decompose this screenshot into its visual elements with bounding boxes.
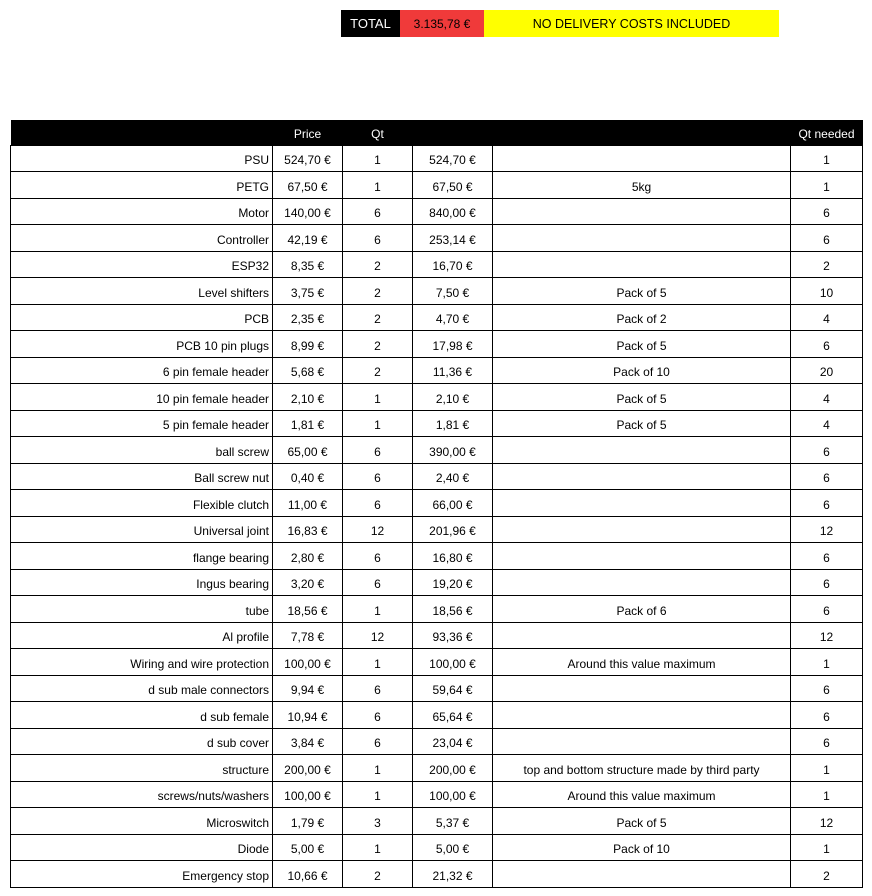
item-note: Pack of 5 [493, 331, 791, 358]
item-note [493, 516, 791, 543]
total-label: TOTAL [341, 10, 400, 37]
item-total: 2,40 € [413, 463, 493, 490]
item-qt: 6 [343, 569, 413, 596]
table-row [11, 331, 863, 358]
item-qt: 6 [343, 728, 413, 755]
header-qt: Qt [343, 120, 413, 145]
item-qt: 1 [343, 145, 413, 172]
item-qt: 1 [343, 649, 413, 676]
item-price: 0,40 € [273, 463, 343, 490]
item-qt: 1 [343, 172, 413, 199]
item-note [493, 251, 791, 278]
item-qt: 3 [343, 808, 413, 835]
total-value: 3.135,78 € [400, 10, 484, 37]
item-price: 2,10 € [273, 384, 343, 411]
item-note [493, 702, 791, 729]
item-qt: 1 [343, 755, 413, 782]
table-row [11, 569, 863, 596]
table-row [11, 861, 863, 888]
table-row [11, 198, 863, 225]
item-note: Pack of 10 [493, 834, 791, 861]
total-summary-bar [341, 10, 779, 37]
item-note: Pack of 6 [493, 596, 791, 623]
item-name: ESP32 [11, 251, 273, 278]
table-row [11, 172, 863, 199]
item-price: 3,75 € [273, 278, 343, 305]
item-note [493, 437, 791, 464]
item-price: 42,19 € [273, 225, 343, 252]
item-note: Pack of 10 [493, 357, 791, 384]
item-price: 8,35 € [273, 251, 343, 278]
item-qt: 1 [343, 781, 413, 808]
item-total: 2,10 € [413, 384, 493, 411]
item-qt-needed: 1 [791, 172, 863, 199]
item-qt-needed: 1 [791, 755, 863, 782]
item-qt-needed: 6 [791, 437, 863, 464]
item-qt-needed: 20 [791, 357, 863, 384]
item-total: 5,00 € [413, 834, 493, 861]
item-price: 1,81 € [273, 410, 343, 437]
item-price: 1,79 € [273, 808, 343, 835]
item-name: Level shifters [11, 278, 273, 305]
item-note: Around this value maximum [493, 649, 791, 676]
parts-table [10, 120, 863, 888]
item-qt-needed: 4 [791, 384, 863, 411]
item-qt-needed: 1 [791, 649, 863, 676]
item-qt-needed: 6 [791, 728, 863, 755]
item-note [493, 622, 791, 649]
item-qt: 6 [343, 702, 413, 729]
table-row [11, 781, 863, 808]
item-qt: 2 [343, 304, 413, 331]
item-price: 10,94 € [273, 702, 343, 729]
table-row [11, 490, 863, 517]
item-name: Ingus bearing [11, 569, 273, 596]
item-name: flange bearing [11, 543, 273, 570]
parts-table-container [10, 120, 862, 888]
item-price: 11,00 € [273, 490, 343, 517]
item-note [493, 463, 791, 490]
item-note: top and bottom structure made by third party [493, 755, 791, 782]
item-price: 200,00 € [273, 755, 343, 782]
item-name: d sub female [11, 702, 273, 729]
item-price: 9,94 € [273, 675, 343, 702]
table-row [11, 304, 863, 331]
item-qt-needed: 6 [791, 463, 863, 490]
item-qt-needed: 1 [791, 781, 863, 808]
item-qt: 2 [343, 251, 413, 278]
item-name: Ball screw nut [11, 463, 273, 490]
item-name: 6 pin female header [11, 357, 273, 384]
item-name: Controller [11, 225, 273, 252]
item-price: 100,00 € [273, 781, 343, 808]
item-total: 100,00 € [413, 781, 493, 808]
item-total: 253,14 € [413, 225, 493, 252]
item-name: PSU [11, 145, 273, 172]
item-qt-needed: 2 [791, 251, 863, 278]
item-qt: 2 [343, 861, 413, 888]
item-name: d sub male connectors [11, 675, 273, 702]
item-price: 18,56 € [273, 596, 343, 623]
item-note: Pack of 5 [493, 278, 791, 305]
item-price: 5,68 € [273, 357, 343, 384]
table-row [11, 622, 863, 649]
item-qt-needed: 6 [791, 543, 863, 570]
item-note [493, 569, 791, 596]
item-total: 7,50 € [413, 278, 493, 305]
item-price: 65,00 € [273, 437, 343, 464]
item-price: 16,83 € [273, 516, 343, 543]
header-qt-needed: Qt needed [791, 120, 863, 145]
header-total [413, 120, 493, 145]
item-name: Motor [11, 198, 273, 225]
item-qt: 1 [343, 834, 413, 861]
item-total: 11,36 € [413, 357, 493, 384]
table-row [11, 278, 863, 305]
item-qt: 6 [343, 543, 413, 570]
item-qt: 2 [343, 278, 413, 305]
item-name: 10 pin female header [11, 384, 273, 411]
item-note [493, 145, 791, 172]
table-row [11, 808, 863, 835]
item-name: d sub cover [11, 728, 273, 755]
item-name: PCB [11, 304, 273, 331]
item-note: 5kg [493, 172, 791, 199]
table-row [11, 728, 863, 755]
item-note: Pack of 5 [493, 410, 791, 437]
item-qt-needed: 1 [791, 834, 863, 861]
item-total: 16,80 € [413, 543, 493, 570]
table-row [11, 410, 863, 437]
item-total: 16,70 € [413, 251, 493, 278]
table-row [11, 596, 863, 623]
item-qt: 12 [343, 516, 413, 543]
item-name: screws/nuts/washers [11, 781, 273, 808]
header-item [11, 120, 273, 145]
table-row [11, 437, 863, 464]
item-qt: 6 [343, 463, 413, 490]
item-total: 390,00 € [413, 437, 493, 464]
item-price: 7,78 € [273, 622, 343, 649]
item-total: 23,04 € [413, 728, 493, 755]
item-note: Around this value maximum [493, 781, 791, 808]
item-qt-needed: 12 [791, 808, 863, 835]
item-qt-needed: 6 [791, 225, 863, 252]
item-name: PCB 10 pin plugs [11, 331, 273, 358]
item-total: 17,98 € [413, 331, 493, 358]
item-total: 4,70 € [413, 304, 493, 331]
table-row [11, 543, 863, 570]
item-qt-needed: 6 [791, 702, 863, 729]
table-row [11, 516, 863, 543]
item-total: 59,64 € [413, 675, 493, 702]
item-price: 2,35 € [273, 304, 343, 331]
item-total: 200,00 € [413, 755, 493, 782]
table-row [11, 225, 863, 252]
item-note [493, 675, 791, 702]
item-total: 65,64 € [413, 702, 493, 729]
item-price: 3,84 € [273, 728, 343, 755]
item-qt: 12 [343, 622, 413, 649]
item-qt-needed: 4 [791, 410, 863, 437]
item-note [493, 861, 791, 888]
item-qt-needed: 12 [791, 622, 863, 649]
item-note [493, 225, 791, 252]
item-qt: 6 [343, 490, 413, 517]
table-row [11, 463, 863, 490]
item-total: 67,50 € [413, 172, 493, 199]
item-qt-needed: 10 [791, 278, 863, 305]
item-note [493, 728, 791, 755]
item-name: PETG [11, 172, 273, 199]
table-row [11, 384, 863, 411]
item-name: structure [11, 755, 273, 782]
item-total: 5,37 € [413, 808, 493, 835]
header-note [493, 120, 791, 145]
item-price: 8,99 € [273, 331, 343, 358]
item-name: Universal joint [11, 516, 273, 543]
item-qt: 2 [343, 331, 413, 358]
item-total: 840,00 € [413, 198, 493, 225]
item-note [493, 198, 791, 225]
item-note: Pack of 5 [493, 808, 791, 835]
item-qt: 6 [343, 225, 413, 252]
item-name: 5 pin female header [11, 410, 273, 437]
item-qt-needed: 6 [791, 675, 863, 702]
item-qt: 6 [343, 675, 413, 702]
item-qt: 6 [343, 437, 413, 464]
item-name: Wiring and wire protection [11, 649, 273, 676]
table-body [11, 145, 863, 887]
item-price: 524,70 € [273, 145, 343, 172]
item-price: 2,80 € [273, 543, 343, 570]
item-total: 19,20 € [413, 569, 493, 596]
item-qt-needed: 6 [791, 198, 863, 225]
item-name: ball screw [11, 437, 273, 464]
table-row [11, 834, 863, 861]
item-note [493, 490, 791, 517]
item-price: 3,20 € [273, 569, 343, 596]
item-price: 5,00 € [273, 834, 343, 861]
item-name: Microswitch [11, 808, 273, 835]
table-row [11, 649, 863, 676]
item-qt-needed: 12 [791, 516, 863, 543]
item-price: 10,66 € [273, 861, 343, 888]
item-note: Pack of 5 [493, 384, 791, 411]
item-note [493, 543, 791, 570]
item-qt: 2 [343, 357, 413, 384]
item-total: 18,56 € [413, 596, 493, 623]
item-total: 100,00 € [413, 649, 493, 676]
table-header-row [11, 120, 863, 145]
item-qt-needed: 2 [791, 861, 863, 888]
item-name: Flexible clutch [11, 490, 273, 517]
table-row [11, 251, 863, 278]
item-qt-needed: 4 [791, 304, 863, 331]
delivery-note: NO DELIVERY COSTS INCLUDED [484, 10, 779, 37]
item-qt: 1 [343, 384, 413, 411]
item-qt-needed: 6 [791, 569, 863, 596]
item-total: 66,00 € [413, 490, 493, 517]
header-price: Price [273, 120, 343, 145]
item-note: Pack of 2 [493, 304, 791, 331]
item-total: 93,36 € [413, 622, 493, 649]
item-qt-needed: 6 [791, 331, 863, 358]
item-name: Diode [11, 834, 273, 861]
table-row [11, 702, 863, 729]
item-price: 100,00 € [273, 649, 343, 676]
item-qt: 1 [343, 410, 413, 437]
item-total: 201,96 € [413, 516, 493, 543]
item-price: 67,50 € [273, 172, 343, 199]
item-name: Al profile [11, 622, 273, 649]
item-total: 21,32 € [413, 861, 493, 888]
item-total: 524,70 € [413, 145, 493, 172]
table-row [11, 145, 863, 172]
item-qt-needed: 1 [791, 145, 863, 172]
item-name: Emergency stop [11, 861, 273, 888]
table-row [11, 755, 863, 782]
item-total: 1,81 € [413, 410, 493, 437]
item-name: tube [11, 596, 273, 623]
item-qt-needed: 6 [791, 596, 863, 623]
item-qt: 1 [343, 596, 413, 623]
item-price: 140,00 € [273, 198, 343, 225]
item-qt-needed: 6 [791, 490, 863, 517]
table-row [11, 675, 863, 702]
table-row [11, 357, 863, 384]
item-qt: 6 [343, 198, 413, 225]
